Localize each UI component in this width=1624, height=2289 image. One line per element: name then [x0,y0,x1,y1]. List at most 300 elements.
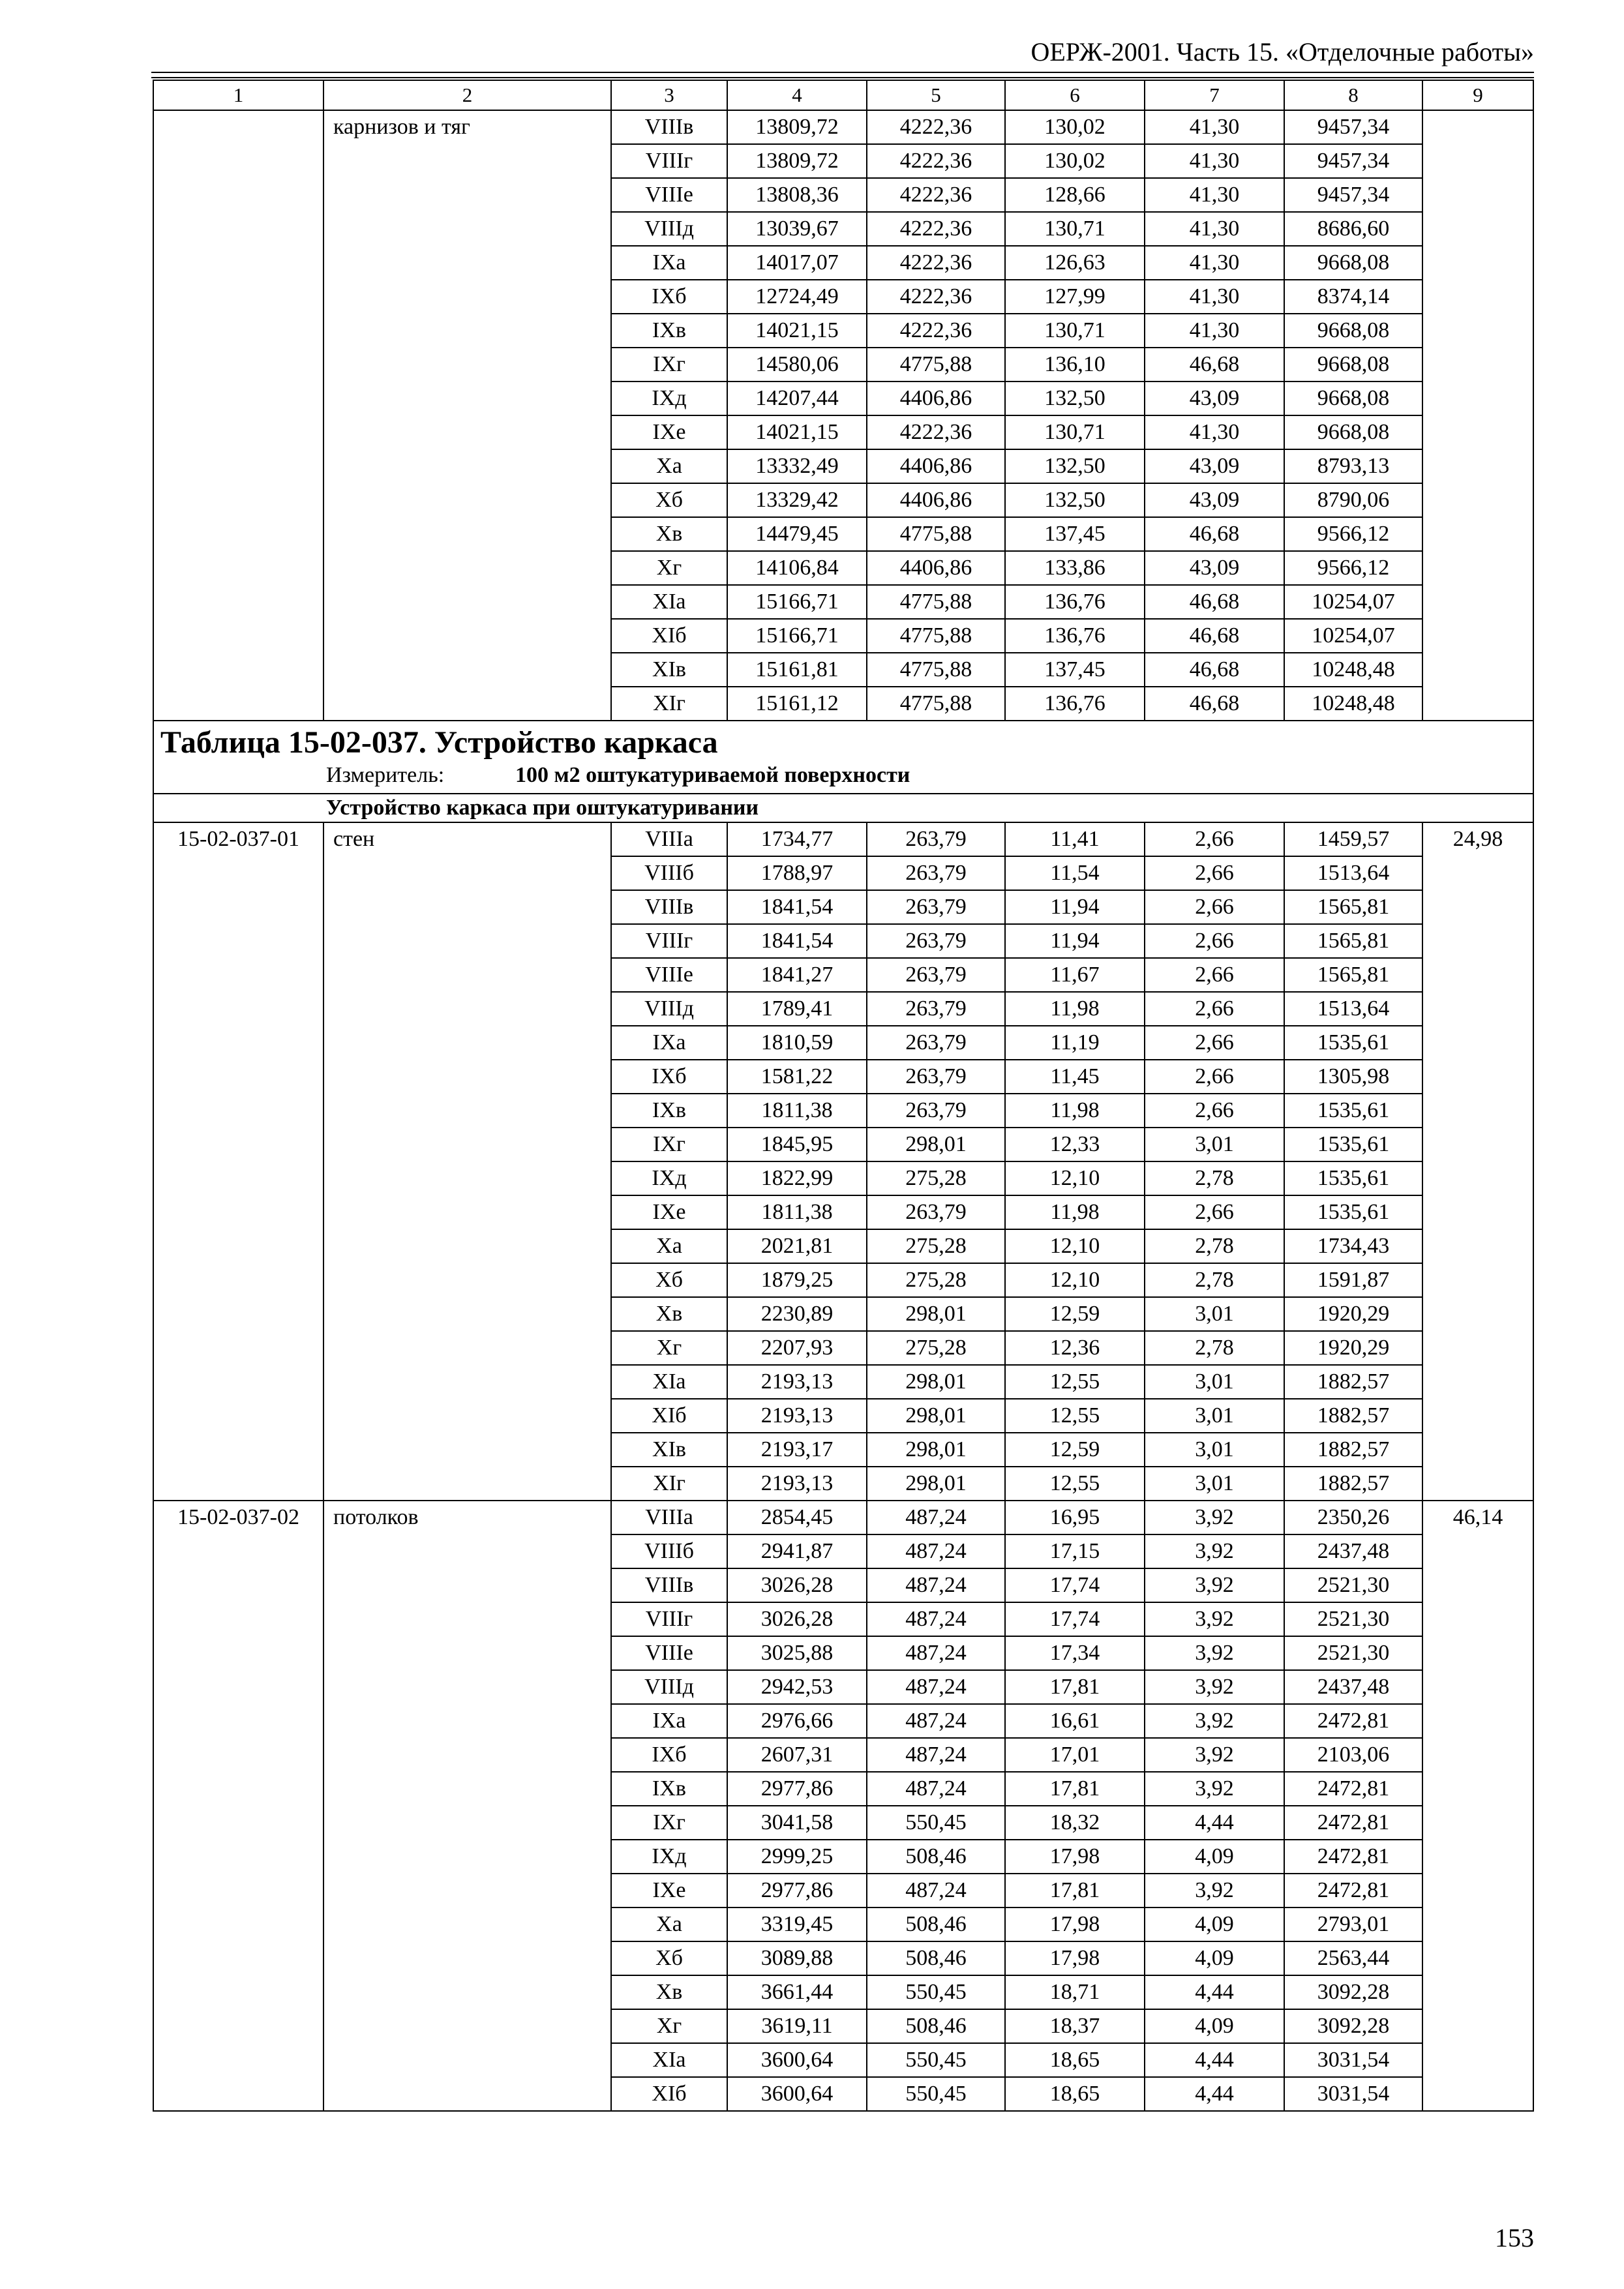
table-cell: 3,01 [1145,1433,1284,1467]
table-cell: 3,92 [1145,1501,1284,1534]
table-cell: 2521,30 [1284,1636,1422,1670]
table-cell: IXе [611,1874,727,1908]
table-cell: 1581,22 [727,1060,867,1094]
table-row [153,822,1533,856]
item-col9 [1422,110,1533,721]
table-cell: 508,46 [867,1908,1005,1941]
table-cell: 11,41 [1005,822,1145,856]
table-cell: 17,98 [1005,1840,1145,1874]
table-cell: XIг [611,687,727,721]
table-cell: 1535,61 [1284,1161,1422,1195]
table-cell: VIIIг [611,924,727,958]
table-cell: 4406,86 [867,483,1005,517]
table-cell: 4406,86 [867,382,1005,415]
table-cell: 508,46 [867,2009,1005,2043]
table-cell: 46,68 [1145,517,1284,551]
table-cell: VIIIе [611,958,727,992]
table-cell: 3026,28 [727,1568,867,1602]
table-cell: 1565,81 [1284,890,1422,924]
table-cell: 2,66 [1145,924,1284,958]
table-cell: 12,55 [1005,1399,1145,1433]
table-cell: 3,01 [1145,1128,1284,1161]
column-number-row [153,80,1533,110]
table-cell: 2977,86 [727,1772,867,1806]
table-cell: XIв [611,1433,727,1467]
table-cell: 2021,81 [727,1229,867,1263]
table-cell: 3,92 [1145,1568,1284,1602]
table-cell: Xв [611,1975,727,2009]
table-cell: 2,66 [1145,1026,1284,1060]
table-cell: 17,15 [1005,1534,1145,1568]
table-cell: IXб [611,280,727,314]
table-cell: 508,46 [867,1941,1005,1975]
table-cell: 2103,06 [1284,1738,1422,1772]
table-cell: 4222,36 [867,110,1005,144]
table-cell: 15166,71 [727,619,867,653]
table-cell: 18,32 [1005,1806,1145,1840]
table-cell: 46,68 [1145,653,1284,687]
item-name: карнизов и тяг [323,110,611,721]
table-cell: XIб [611,1399,727,1433]
column-number: 5 [867,80,1005,110]
table-cell: Xг [611,551,727,585]
table-cell: 4775,88 [867,585,1005,619]
table-cell: XIв [611,653,727,687]
table-cell: 1565,81 [1284,924,1422,958]
table-cell: 41,30 [1145,280,1284,314]
table-cell: 2521,30 [1284,1602,1422,1636]
table-cell: 4775,88 [867,653,1005,687]
table-cell: 298,01 [867,1297,1005,1331]
table-cell: 132,50 [1005,382,1145,415]
table-cell: XIа [611,2043,727,2077]
table-cell: 4222,36 [867,212,1005,246]
table-cell: 2854,45 [727,1501,867,1534]
table-cell: 1841,54 [727,890,867,924]
table-cell: 11,54 [1005,856,1145,890]
table-cell: 263,79 [867,890,1005,924]
table-cell: Xг [611,2009,727,2043]
table-cell: 1810,59 [727,1026,867,1060]
table-cell: 3092,28 [1284,1975,1422,2009]
table-cell: 8790,06 [1284,483,1422,517]
table-cell: 14106,84 [727,551,867,585]
table-cell: 12,59 [1005,1433,1145,1467]
table-cell: 14479,45 [727,517,867,551]
table-cell: IXг [611,1128,727,1161]
table-cell: 12,10 [1005,1229,1145,1263]
table-cell: 17,81 [1005,1670,1145,1704]
table-cell: VIIIе [611,178,727,212]
table-cell: 4,44 [1145,1806,1284,1840]
table-cell: 3,92 [1145,1738,1284,1772]
table-cell: 3026,28 [727,1602,867,1636]
table-cell: 17,74 [1005,1602,1145,1636]
table-cell: 12,33 [1005,1128,1145,1161]
table-cell: 263,79 [867,1026,1005,1060]
table-cell: 3031,54 [1284,2043,1422,2077]
table-cell: Xб [611,1941,727,1975]
table-cell: 1535,61 [1284,1195,1422,1229]
table-cell: Xв [611,1297,727,1331]
table-cell: 16,61 [1005,1704,1145,1738]
table-cell: 4,44 [1145,1975,1284,2009]
table-cell: 1841,54 [727,924,867,958]
table-cell: 2193,13 [727,1467,867,1501]
table-cell: 41,30 [1145,314,1284,348]
table-cell: 275,28 [867,1229,1005,1263]
table-cell: 130,71 [1005,314,1145,348]
table-cell: 487,24 [867,1501,1005,1534]
table-cell: Xв [611,517,727,551]
table-cell: 136,76 [1005,585,1145,619]
table-cell: 46,68 [1145,348,1284,382]
table-cell: VIIIв [611,890,727,924]
table-cell: 11,98 [1005,992,1145,1026]
table-cell: 2,66 [1145,890,1284,924]
table-title: Таблица 15-02-037. Устройство каркаса [160,725,718,760]
header-rule-top [151,72,1534,73]
table-cell: 41,30 [1145,415,1284,449]
table-cell: 3041,58 [727,1806,867,1840]
table-cell: 14580,06 [727,348,867,382]
table-cell: 2793,01 [1284,1908,1422,1941]
table-cell: 14021,15 [727,314,867,348]
table-cell: IXг [611,348,727,382]
table-cell: 4222,36 [867,144,1005,178]
table-cell: 1535,61 [1284,1094,1422,1128]
table-cell: VIIIд [611,1670,727,1704]
table-cell: 10248,48 [1284,653,1422,687]
table-cell: 13332,49 [727,449,867,483]
table-cell: 2193,13 [727,1399,867,1433]
table-cell: 2976,66 [727,1704,867,1738]
table-cell: IXе [611,415,727,449]
table-cell: 263,79 [867,924,1005,958]
table-cell: Xг [611,1331,727,1365]
table-cell: 12,36 [1005,1331,1145,1365]
table-cell: 1841,27 [727,958,867,992]
table-cell: VIIIв [611,110,727,144]
table-cell: 2942,53 [727,1670,867,1704]
table-cell: 3619,11 [727,2009,867,2043]
table-cell: VIIIг [611,144,727,178]
table-cell: 2,66 [1145,1060,1284,1094]
table-cell: 1920,29 [1284,1297,1422,1331]
table-cell: 1734,77 [727,822,867,856]
table-cell: 17,81 [1005,1772,1145,1806]
table-cell: VIIIб [611,856,727,890]
table-cell: VIIIд [611,992,727,1026]
item-col9: 24,98 [1422,822,1533,1501]
table-cell: 3,92 [1145,1874,1284,1908]
table-cell: 1882,57 [1284,1399,1422,1433]
table-cell: 4222,36 [867,178,1005,212]
table-cell: 2,78 [1145,1331,1284,1365]
table-cell: XIа [611,1365,727,1399]
table-cell: 2,78 [1145,1229,1284,1263]
table-cell: 3,92 [1145,1772,1284,1806]
table-cell: 487,24 [867,1568,1005,1602]
table-cell: 4,44 [1145,2043,1284,2077]
table-cell: 298,01 [867,1467,1005,1501]
table-cell: 137,45 [1005,653,1145,687]
table-cell: 1535,61 [1284,1128,1422,1161]
table-cell: 4406,86 [867,449,1005,483]
table-cell: 126,63 [1005,246,1145,280]
table-cell: 3092,28 [1284,2009,1422,2043]
table-cell: 10248,48 [1284,687,1422,721]
column-number: 6 [1005,80,1145,110]
table-cell: 3,92 [1145,1636,1284,1670]
table-cell: 4,09 [1145,1840,1284,1874]
table-cell: 41,30 [1145,212,1284,246]
table-cell: 13809,72 [727,110,867,144]
table-cell: 2,66 [1145,958,1284,992]
table-cell: 43,09 [1145,382,1284,415]
table-cell: 130,02 [1005,144,1145,178]
measure-line [154,762,1533,793]
table-cell: 298,01 [867,1399,1005,1433]
table-cell: 275,28 [867,1263,1005,1297]
table-cell: 43,09 [1145,483,1284,517]
table-cell: 3,92 [1145,1670,1284,1704]
table-cell: 487,24 [867,1772,1005,1806]
table-cell: 263,79 [867,856,1005,890]
table-cell: 18,37 [1005,2009,1145,2043]
table-cell: 4,09 [1145,1941,1284,1975]
table-cell: 263,79 [867,1195,1005,1229]
table-cell: 9668,08 [1284,314,1422,348]
table-cell: 4222,36 [867,314,1005,348]
table-cell: 3031,54 [1284,2077,1422,2111]
table-cell: 13039,67 [727,212,867,246]
table-cell: IXб [611,1738,727,1772]
table-cell: 12,55 [1005,1467,1145,1501]
table-cell: 1788,97 [727,856,867,890]
table-cell: 4222,36 [867,246,1005,280]
table-cell: 12,10 [1005,1263,1145,1297]
table-cell: 132,50 [1005,449,1145,483]
table-cell: 298,01 [867,1128,1005,1161]
table-cell: 2193,13 [727,1365,867,1399]
table-cell: IXд [611,1840,727,1874]
table-cell: 12,10 [1005,1161,1145,1195]
table-cell: 1565,81 [1284,958,1422,992]
table-cell: 11,19 [1005,1026,1145,1060]
table-cell: 2,66 [1145,992,1284,1026]
table-cell: 13329,42 [727,483,867,517]
table-cell: 14021,15 [727,415,867,449]
table-cell: 2350,26 [1284,1501,1422,1534]
table-cell: VIIIг [611,1602,727,1636]
table-cell: IXа [611,1704,727,1738]
table-cell: IXд [611,382,727,415]
table-cell: 11,67 [1005,958,1145,992]
table-cell: 1879,25 [727,1263,867,1297]
table-cell: 136,76 [1005,619,1145,653]
table-cell: 41,30 [1145,144,1284,178]
table-cell: 15166,71 [727,585,867,619]
table-cell: 1811,38 [727,1094,867,1128]
table-cell: 263,79 [867,1094,1005,1128]
table-cell: 12724,49 [727,280,867,314]
table-cell: 11,45 [1005,1060,1145,1094]
table-cell: 4775,88 [867,517,1005,551]
table-cell: 298,01 [867,1365,1005,1399]
table-cell: 508,46 [867,1840,1005,1874]
table-cell: 11,94 [1005,890,1145,924]
table-cell: 2,78 [1145,1263,1284,1297]
table-cell: 550,45 [867,1806,1005,1840]
table-cell: IXа [611,246,727,280]
table-cell: 41,30 [1145,246,1284,280]
table-cell: 263,79 [867,822,1005,856]
table-cell: 2607,31 [727,1738,867,1772]
subsection-row [153,794,1533,822]
measure-value: 100 м2 оштукатуриваемой поверхности [515,763,910,787]
column-number: 2 [323,80,611,110]
table-cell: IXв [611,1772,727,1806]
table-cell: 18,65 [1005,2077,1145,2111]
table-cell: 9668,08 [1284,382,1422,415]
table-cell: 2,66 [1145,822,1284,856]
table-cell: 4775,88 [867,348,1005,382]
table-cell: XIа [611,585,727,619]
table-cell: 1734,43 [1284,1229,1422,1263]
price-table [153,80,1534,2112]
table-cell: 1882,57 [1284,1433,1422,1467]
item-col9: 46,14 [1422,1501,1533,2111]
table-cell: 487,24 [867,1534,1005,1568]
column-number: 4 [727,80,867,110]
table-cell: 3,01 [1145,1365,1284,1399]
table-cell: 14207,44 [727,382,867,415]
header-rule-bottom [151,77,1534,78]
table-cell: 8686,60 [1284,212,1422,246]
table-cell: 3600,64 [727,2043,867,2077]
table-cell: 1513,64 [1284,856,1422,890]
table-cell: VIIIб [611,1534,727,1568]
table-cell: 1882,57 [1284,1467,1422,1501]
table-cell: 4775,88 [867,619,1005,653]
table-cell: 4,09 [1145,2009,1284,2043]
table-cell: 8793,13 [1284,449,1422,483]
table-cell: 130,71 [1005,212,1145,246]
table-cell: Xб [611,483,727,517]
table-cell: 550,45 [867,2043,1005,2077]
column-number: 1 [153,80,323,110]
table-row [153,1501,1533,1534]
table-cell: VIIIе [611,1636,727,1670]
table-cell: 15161,81 [727,653,867,687]
table-cell: 132,50 [1005,483,1145,517]
table-cell: 136,76 [1005,687,1145,721]
table-cell: 18,71 [1005,1975,1145,2009]
table-row [153,110,1533,144]
table-cell: XIг [611,1467,727,1501]
item-code [153,110,323,721]
table-cell: 17,01 [1005,1738,1145,1772]
table-cell: 130,71 [1005,415,1145,449]
table-cell: 15161,12 [727,687,867,721]
table-cell: 1535,61 [1284,1026,1422,1060]
table-cell: 46,68 [1145,619,1284,653]
table-cell: 3,92 [1145,1704,1284,1738]
table-cell: 275,28 [867,1331,1005,1365]
table-cell: 17,74 [1005,1568,1145,1602]
table-cell: 11,98 [1005,1195,1145,1229]
table-cell: 43,09 [1145,449,1284,483]
table-cell: 4,09 [1145,1908,1284,1941]
table-cell: 127,99 [1005,280,1145,314]
table-cell: 2521,30 [1284,1568,1422,1602]
table-cell: 9566,12 [1284,517,1422,551]
table-cell: 9566,12 [1284,551,1422,585]
table-cell: 2472,81 [1284,1772,1422,1806]
item-name: потолков [323,1501,611,2111]
table-cell: 263,79 [867,1060,1005,1094]
table-cell: 9457,34 [1284,178,1422,212]
table-cell: 8374,14 [1284,280,1422,314]
table-cell: 11,94 [1005,924,1145,958]
table-cell: 1920,29 [1284,1331,1422,1365]
table-cell: 10254,07 [1284,585,1422,619]
table-cell: XIб [611,619,727,653]
table-cell: 13808,36 [727,178,867,212]
table-cell: 487,24 [867,1636,1005,1670]
table-cell: 1513,64 [1284,992,1422,1026]
table-cell: 10254,07 [1284,619,1422,653]
table-cell: 41,30 [1145,110,1284,144]
table-cell: 13809,72 [727,144,867,178]
table-cell: 3,92 [1145,1534,1284,1568]
table-cell: VIIIа [611,1501,727,1534]
table-cell: 3600,64 [727,2077,867,2111]
table-cell: 4222,36 [867,280,1005,314]
table-cell: 1822,99 [727,1161,867,1195]
table-cell: 46,68 [1145,687,1284,721]
table-cell: 263,79 [867,992,1005,1026]
table-cell: 2437,48 [1284,1534,1422,1568]
table-cell: 17,81 [1005,1874,1145,1908]
table-cell: 4222,36 [867,415,1005,449]
table-cell: 487,24 [867,1874,1005,1908]
table-cell: IXг [611,1806,727,1840]
table-cell: 3025,88 [727,1636,867,1670]
table-cell: 2999,25 [727,1840,867,1874]
table-cell: 3319,45 [727,1908,867,1941]
table-cell: 4775,88 [867,687,1005,721]
table-cell: 1305,98 [1284,1060,1422,1094]
table-cell: 2563,44 [1284,1941,1422,1975]
table-cell: 4406,86 [867,551,1005,585]
column-number: 3 [611,80,727,110]
table-cell: IXв [611,1094,727,1128]
page-number: 153 [1495,2223,1534,2252]
column-number: 8 [1284,80,1422,110]
table-cell: 1459,57 [1284,822,1422,856]
section-cell [153,721,1533,794]
table-cell: 2193,17 [727,1433,867,1467]
table-cell: 17,34 [1005,1636,1145,1670]
table-cell: 2230,89 [727,1297,867,1331]
table-cell: 2207,93 [727,1331,867,1365]
table-cell: 2977,86 [727,1874,867,1908]
table-cell: 3089,88 [727,1941,867,1975]
table-cell: Xб [611,1263,727,1297]
table-cell: 1591,87 [1284,1263,1422,1297]
